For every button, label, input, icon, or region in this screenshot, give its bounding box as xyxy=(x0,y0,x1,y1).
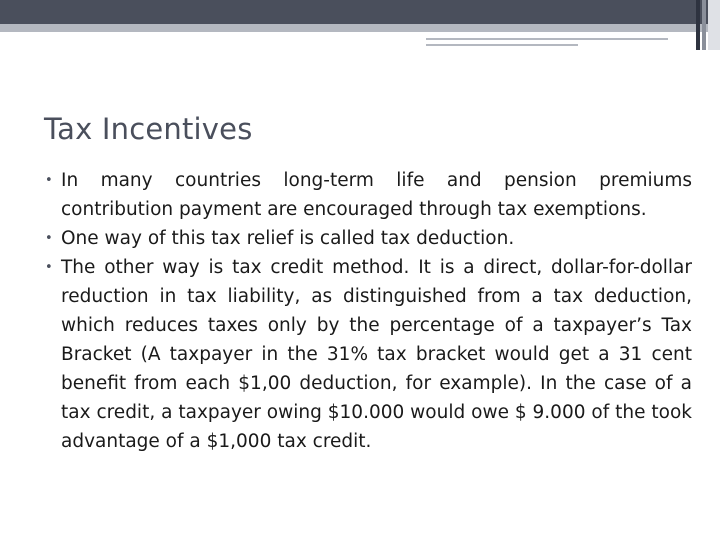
bullet-icon: • xyxy=(45,173,53,188)
bullet-item xyxy=(44,224,692,253)
bullet-icon: • xyxy=(45,231,53,246)
header-accent-line-short xyxy=(426,44,578,46)
header-light-bar xyxy=(0,24,720,32)
slide-title: Tax Incentives xyxy=(44,112,253,146)
bullet-text: In many countries long-term life and pension premiums contribution payment are encouraged through tax exemptions. xyxy=(61,170,692,220)
bullet-text: One way of this tax relief is called tax deduction. xyxy=(61,228,515,249)
bullet-item xyxy=(44,166,692,224)
bullet-icon: • xyxy=(45,260,53,275)
header-dark-bar xyxy=(0,0,720,24)
bullet-text: The other way is tax credit method. It is a direct, dollar-for-dollar reduction in tax liability, as distinguished from a tax deduction, which reduces taxes only by the percentage of a taxpayer’s Tax Bracket (A taxpayer in the 31% tax bracket would get a 31 cent benefit from each $1,00 deduction, for example). In the case of a tax credit, a taxpayer owing $10.000 would owe $ 9.000 of the took advantage of a $1,000 tax credit. xyxy=(61,257,692,452)
bullet-item xyxy=(44,253,692,456)
header-right-stripe-light xyxy=(708,0,720,50)
header-right-stripe-dark xyxy=(696,0,700,50)
bullet-list xyxy=(44,166,692,456)
header-right-stripe-mid xyxy=(702,0,706,50)
header-accent-line xyxy=(426,38,668,40)
